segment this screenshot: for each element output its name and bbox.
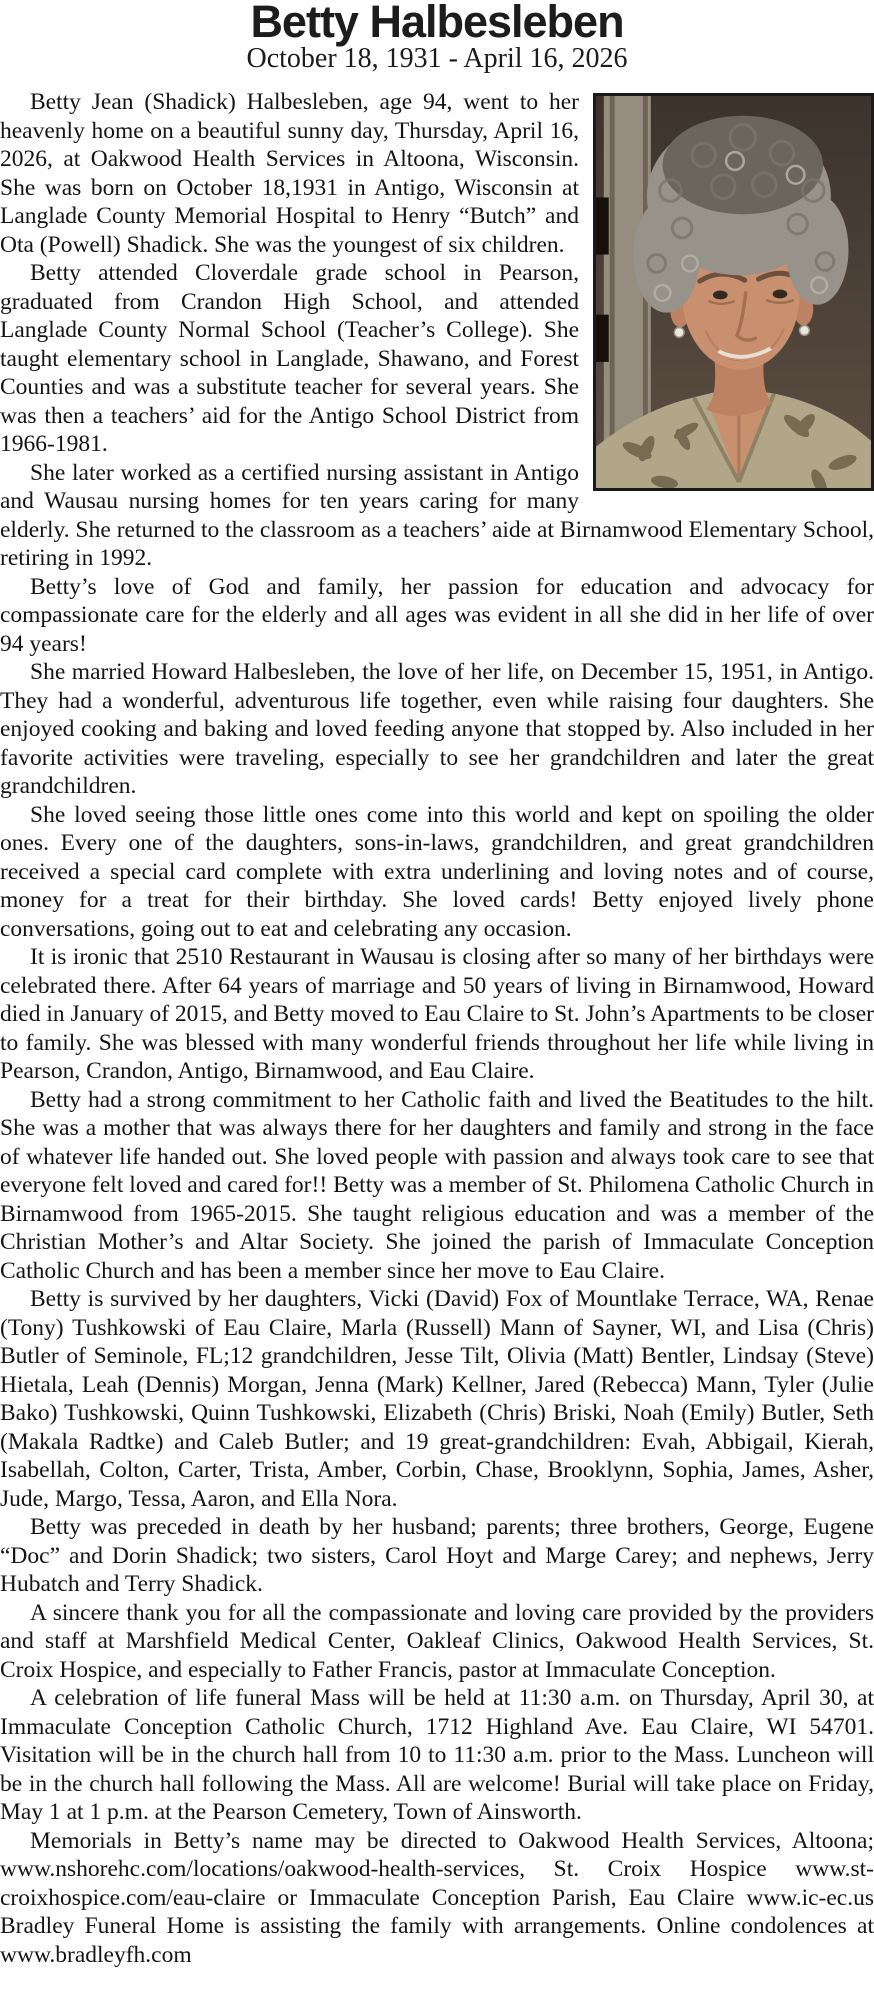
paragraph: Betty’s love of God and family, her passion for education and advocacy for compassionate care for the elderly and all ages was evident in all she did in her life of over 94 years!: [0, 573, 874, 657]
wall-dark-block2: [596, 315, 609, 362]
paragraph: Betty had a strong commitment to her Catholic faith and lived the Beatitudes to the hilt. She was a mother that was always there for her daughters and family and strong in the face of whatever life handed out. She loved people with passion and always took care to see that everyone felt loved and cared for!! Betty was a member of St. Philomena Catholic Church in Birnamwood from 1965-2015. She taught religious education and was a member of the Christian Mother’s and Altar Society. She joined the parish of Immaculate Conception Catholic Church and has been a member since her move to Eau Claire.: [0, 1086, 874, 1284]
earring-right-icon: [800, 325, 810, 335]
portrait-photo: [593, 93, 874, 491]
paragraph: A sincere thank you for all the compassionate and loving care provided by the providers and staff at Marshfield Medical Center, Oakleaf Clinics, Oakwood Health Services, St. Croix Hospice, and especially to Father Francis, pastor at Immaculate Conception.: [0, 1599, 874, 1683]
wall-dark-block: [596, 197, 609, 254]
obituary-text: [0, 88, 874, 1969]
portrait-illustration: [596, 96, 871, 488]
paragraph: She later worked as a certified nursing assistant in Antigo and Wausau nursing homes for ten years caring for many elderly. She returned to the classroom as a teachers’ aide at Birnamwood Elementary School, retiring in 1992.: [0, 459, 874, 571]
earring-left-icon: [674, 327, 684, 337]
paragraph: Betty Jean (Shadick) Halbesleben, age 94, went to her heavenly home on a beautiful sunny day, Thursday, April 16, 2026, at Oakwood Health Services in Altoona, Wisconsin. She was born on October 18,1931 in Antigo, Wisconsin at Langlade County Memorial Hospital to Henry “Butch” and Ota (Powell) Shadick. She was the youngest of six children.: [0, 89, 579, 258]
paragraph: Betty attended Cloverdale grade school in Pearson, graduated from Crandon High School, and attended Langlade County Normal School (Teacher’s College). She taught elementary school in Langlade, Shawano, and Forest Counties and was a substitute teacher for several years. She was then a teachers’ aid for the Antigo School District from 1966-1981.: [0, 260, 579, 457]
paragraph: She loved seeing those little ones come into this world and kept on spoiling the older ones. Every one of the daughters, sons-in-laws, grandchildren, and great grandchildren received a special card complete with extra underlining and loving notes and of course, money for a treat for their birthday. She loved cards! Betty enjoyed lively phone conversations, going out to eat and celebrating any occasion.: [0, 801, 874, 942]
page-title: Betty Halbesleben: [250, 0, 624, 47]
life-dates: October 18, 1931 - April 16, 2026: [246, 43, 628, 74]
obituary-header: [0, 0, 874, 74]
paragraph: Memorials in Betty’s name may be directed to Oakwood Health Services, Altoona; www.nshorehc.com/locations/oakwood-health-services, St. Croix Hospice www.st-croixhospice.com/eau-claire or Immaculate Conception Parish, Eau Claire www.ic-ec.us Bradley Funeral Home is assisting the family with arrangements. Online condolences at www.bradleyfh.com: [0, 1827, 874, 1968]
wall-shadow-line: [610, 96, 615, 488]
paragraph: A celebration of life funeral Mass will be held at 11:30 a.m. on Thursday, April 30, at Immaculate Conception Catholic Church, 1712 Highland Ave. Eau Claire, WI 54701. Visitation will be in the church hall from 10 to 11:30 a.m. prior to the Mass. Luncheon will be in the church hall following the Mass. All are welcome! Burial will take place on Friday, May 1 at 1 p.m. at the Pearson Cemetery, Town of Ainsworth.: [0, 1685, 874, 1825]
paragraph: Betty was preceded in death by her husband; parents; three brothers, George, Eugene “Doc” and Dorin Shadick; two sisters, Carol Hoyt and Marge Carey; and nephews, Jerry Hubatch and Terry Shadick.: [0, 1514, 874, 1597]
paragraph: She married Howard Halbesleben, the love of her life, on December 15, 1951, in Antigo. They had a wonderful, adventurous life together, even while raising four daughters. She enjoyed cooking and baking and loved feeding anyone that stopped by. Also included in her favorite activities were traveling, especially to see her grandchildren and later the great grandchildren.: [0, 659, 874, 799]
paragraph: Betty is survived by her daughters, Vicki (David) Fox of Mountlake Terrace, WA, Renae (Tony) Tushkowski of Eau Claire, Marla (Russell) Mann of Sayner, WI, and Lisa (Chris) Butler of Seminole, FL;12 grandchildren, Jesse Tilt, Olivia (Matt) Bentler, Lindsay (Steve) Hietala, Leah (Dennis) Morgan, Jenna (Mark) Kellner, Jared (Rebecca) Mann, Tyler (Julie Bako) Tushkowski, Quinn Tushkowski, Elizabeth (Chris) Briski, Noah (Emily) Butler, Seth (Makala Radtke) and Caleb Butler; and 19 great-grandchildren: Evah, Abbigail, Kierah, Isabellah, Colton, Carter, Trista, Amber, Corbin, Chase, Brooklynn, Sophia, James, Asher, Jude, Margo, Tessa, Aaron, and Ella Nora.: [0, 1286, 874, 1512]
paragraph: It is ironic that 2510 Restaurant in Wausau is closing after so many of her birthdays were celebrated there. After 64 years of marriage and 50 years of living in Birnamwood, Howard died in January of 2015, and Betty moved to Eau Claire to St. John’s Apartments to be closer to family. She was blessed with many wonderful friends throughout her life while living in Pearson, Crandon, Antigo, Birnamwood, and Eau Claire.: [0, 944, 874, 1084]
